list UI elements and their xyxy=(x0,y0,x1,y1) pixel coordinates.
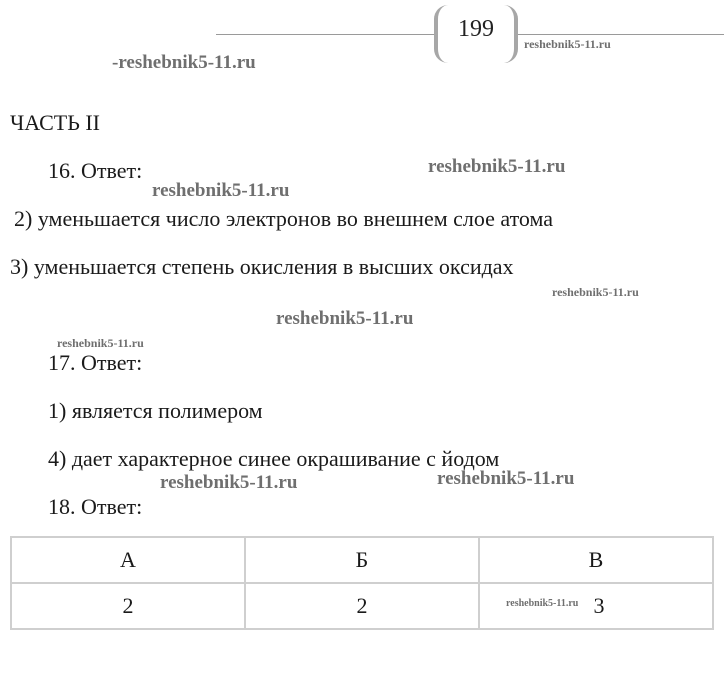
table-value: 3 xyxy=(593,593,605,618)
watermark: reshebnik5-11.ru xyxy=(276,308,414,329)
table-row xyxy=(11,537,713,583)
watermark: reshebnik5-11.ru xyxy=(428,156,566,177)
watermark: -reshebnik5-11.ru xyxy=(112,52,256,73)
table-value-cell xyxy=(245,583,479,629)
answer-16-label: 16. Ответ: xyxy=(48,158,143,183)
answer-17-label: 17. Ответ: xyxy=(48,350,143,375)
table-row xyxy=(11,583,713,629)
answer-16-item: 2) уменьшается число электронов во внешнем слое атома xyxy=(14,206,554,231)
section-title: ЧАСТЬ II xyxy=(10,110,100,135)
table-header-cell: В xyxy=(479,537,713,583)
table-header-cell: Б xyxy=(245,537,479,583)
table-header-cell: А xyxy=(11,537,245,583)
table-value-cell xyxy=(479,583,713,629)
header-rule-left xyxy=(216,34,434,35)
table-value: 2 xyxy=(122,593,134,618)
watermark: reshebnik5-11.ru xyxy=(552,285,639,299)
answer-17-item: 4) дает характерное синее окрашивание с йодом xyxy=(48,446,500,471)
table-value-cell xyxy=(11,583,245,629)
watermark: reshebnik5-11.ru xyxy=(57,336,144,350)
page-number-badge xyxy=(434,5,518,63)
watermark: reshebnik5-11.ru xyxy=(524,37,611,51)
answer-18-label: 18. Ответ: xyxy=(48,494,143,519)
answer-16-item: 3) уменьшается степень окисления в высших оксидах xyxy=(10,254,514,279)
answer-table xyxy=(10,536,714,630)
header-rule-right xyxy=(518,34,724,35)
watermark: reshebnik5-11.ru xyxy=(437,468,575,489)
watermark: reshebnik5-11.ru xyxy=(152,180,290,201)
answer-17-item: 1) является полимером xyxy=(48,398,263,423)
watermark: reshebnik5-11.ru xyxy=(160,472,298,493)
page-number: 199 xyxy=(458,16,494,42)
table-value: 2 xyxy=(356,593,368,618)
watermark: reshebnik5-11.ru xyxy=(506,598,579,609)
